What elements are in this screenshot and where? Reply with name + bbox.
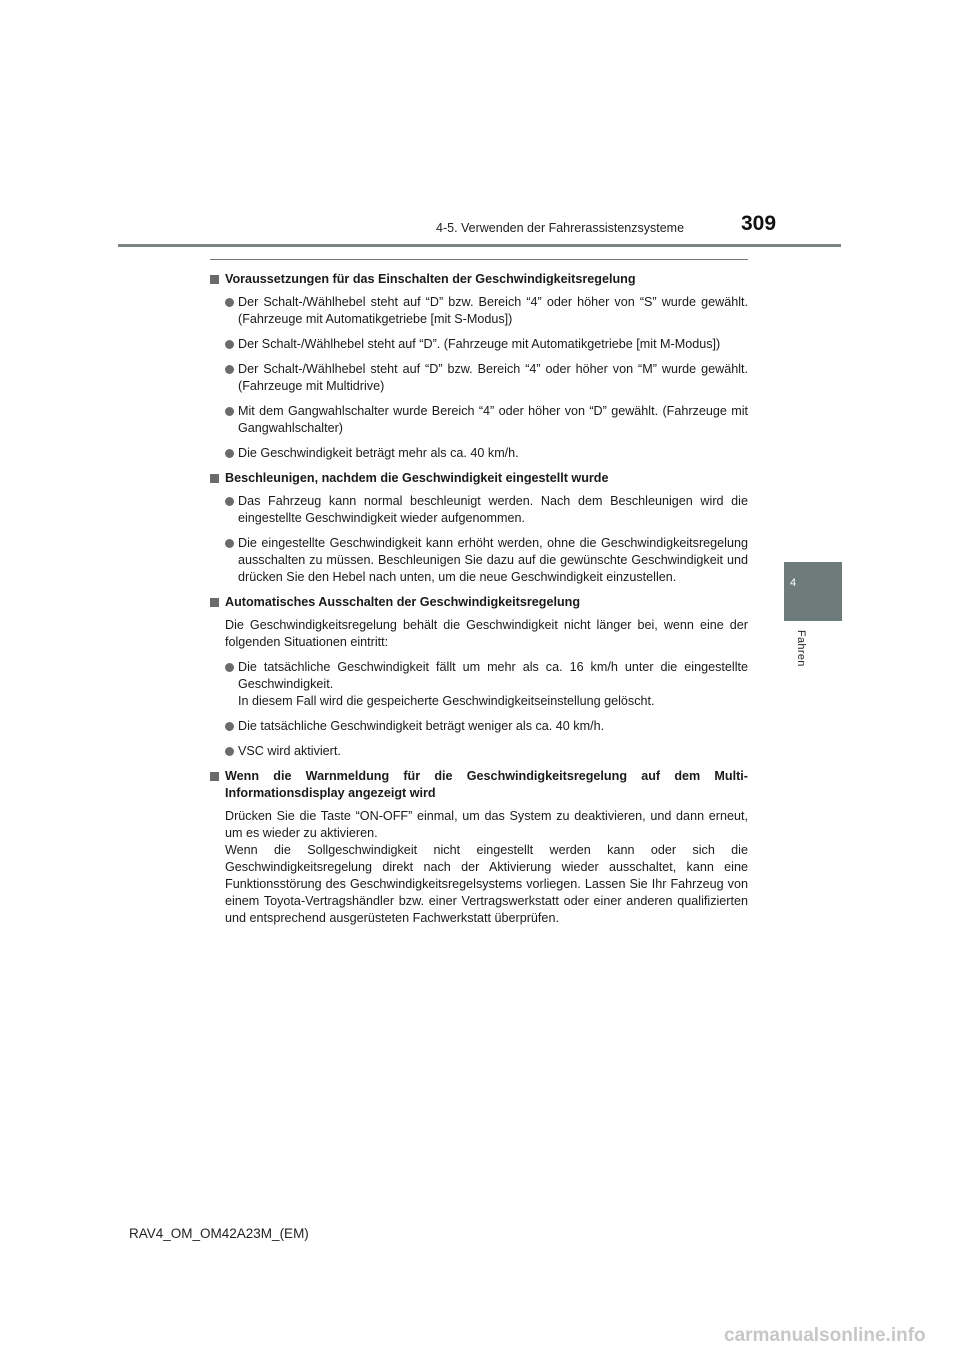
round-bullet-icon	[225, 365, 234, 374]
square-bullet-icon	[210, 772, 219, 781]
list-item: Der Schalt-/Wählhebel steht auf “D” bzw. Bereich “4” oder höher von “M” wurde gewählt. (Fahrzeuge mit Multidrive)	[210, 361, 748, 395]
round-bullet-icon	[225, 539, 234, 548]
paragraph: Drücken Sie die Taste “ON-OFF” einmal, um das System zu deaktivieren, und dann erneut, um es wieder zu aktivieren.	[225, 809, 748, 840]
paragraph: Wenn die Sollgeschwindigkeit nicht eingestellt werden kann oder sich die Geschwindigkeitsregelung direkt nach der Aktivierung wieder ausschaltet, kann eine Funktionsstörung des Geschwindigkeitsregelsystems vorliegen. Lassen Sie Ihr Fahrzeug von einem Toyota-Vertragshändler bzw. einer Vertragswerkstatt oder einer anderen qualifizierten und entsprechend ausgerüsteten Fachwerkstatt überprüfen.	[225, 843, 748, 925]
section-heading: Voraussetzungen für das Einschalten der Geschwindigkeitsregelung	[210, 271, 748, 288]
round-bullet-icon	[225, 407, 234, 416]
round-bullet-icon	[225, 663, 234, 672]
list-item: Mit dem Gangwahlschalter wurde Bereich “4” oder höher von “D” gewählt. (Fahrzeuge mit Gangwahlschalter)	[210, 403, 748, 437]
section-accelerating	[210, 470, 748, 586]
section-intro: Die Geschwindigkeitsregelung behält die Geschwindigkeit nicht länger bei, wenn eine der folgenden Situationen eintritt:	[225, 618, 748, 649]
list-item: Die Geschwindigkeit beträgt mehr als ca. 40 km/h.	[210, 445, 748, 462]
list-item: Der Schalt-/Wählhebel steht auf “D”. (Fahrzeuge mit Automatikgetriebe [mit M-Modus])	[210, 336, 748, 353]
list-item: Die eingestellte Geschwindigkeit kann erhöht werden, ohne die Geschwindigkeitsregelung ausschalten zu müssen. Beschleunigen Sie dazu auf die gewünschte Geschwindigkeit und drücken Sie den Hebel nach unten, um die neue Geschwindigkeit einzustellen.	[210, 535, 748, 586]
round-bullet-icon	[225, 722, 234, 731]
watermark: carmanualsonline.info	[724, 1325, 926, 1346]
section-automatic-cancel	[210, 594, 748, 760]
section-activation-conditions	[210, 271, 748, 462]
section-warning-message	[210, 768, 748, 927]
round-bullet-icon	[225, 298, 234, 307]
list-item: Die tatsächliche Geschwindigkeit beträgt weniger als ca. 40 km/h.	[210, 718, 748, 735]
round-bullet-icon	[225, 747, 234, 756]
header-rule	[118, 244, 841, 247]
round-bullet-icon	[225, 449, 234, 458]
side-tab-number: 4	[790, 577, 797, 589]
list-item: VSC wird aktiviert.	[210, 743, 748, 760]
side-tab-label: Fahren	[795, 630, 807, 667]
document-code: RAV4_OM_OM42A23M_(EM)	[129, 1226, 309, 1241]
content-top-rule	[210, 259, 748, 260]
square-bullet-icon	[210, 598, 219, 607]
square-bullet-icon	[210, 474, 219, 483]
section-heading: Automatisches Ausschalten der Geschwindigkeitsregelung	[210, 594, 748, 611]
section-heading: Wenn die Warnmeldung für die Geschwindigkeitsregelung auf dem Multi-Informationsdisplay angezeigt wird	[210, 768, 748, 802]
list-item: Die tatsächliche Geschwindigkeit fällt um mehr als ca. 16 km/h unter die eingestellte Geschwindigkeit. In diesem Fall wird die gespeicherte Geschwindigkeitseinstellung gelöscht.	[210, 659, 748, 710]
chapter-side-tab	[784, 562, 842, 621]
page-content	[210, 271, 748, 935]
page-number: 309	[741, 212, 777, 235]
square-bullet-icon	[210, 275, 219, 284]
chapter-section-title: 4-5. Verwenden der Fahrerassistenzsysteme	[436, 221, 685, 235]
round-bullet-icon	[225, 497, 234, 506]
section-heading: Beschleunigen, nachdem die Geschwindigkeit eingestellt wurde	[210, 470, 748, 487]
round-bullet-icon	[225, 340, 234, 349]
list-item: Das Fahrzeug kann normal beschleunigt werden. Nach dem Beschleunigen wird die eingestellte Geschwindigkeit wieder aufgenommen.	[210, 493, 748, 527]
list-item: Der Schalt-/Wählhebel steht auf “D” bzw. Bereich “4” oder höher von “S” wurde gewählt. (Fahrzeuge mit Automatikgetriebe [mit S-Modus])	[210, 294, 748, 328]
